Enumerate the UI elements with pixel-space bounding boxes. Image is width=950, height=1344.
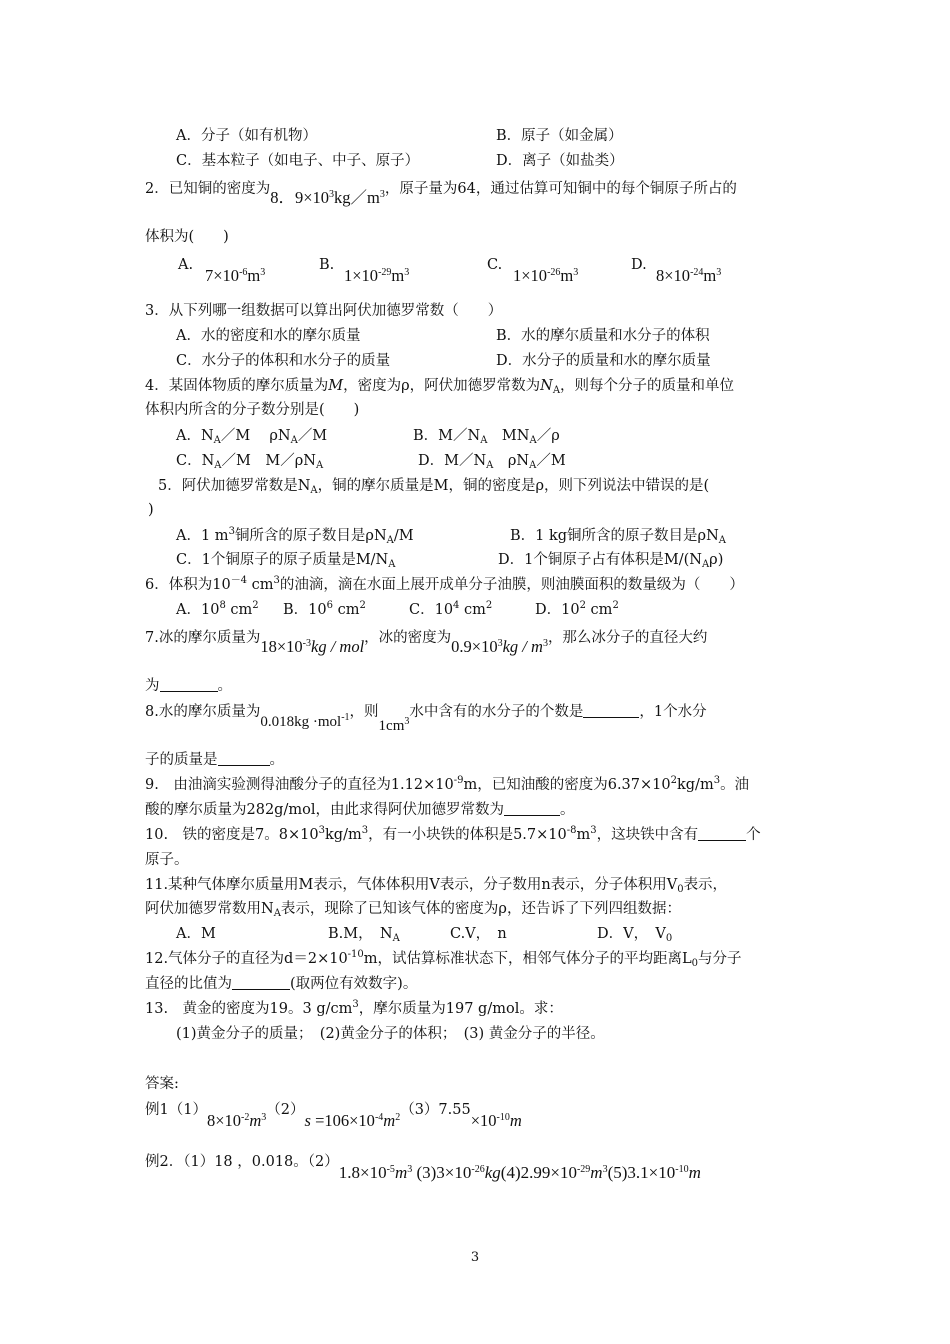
q5-option-d: D．1个铜原子占有体积是$M/(N_A\rho)$	[498, 552, 724, 570]
q4-stem: 4．某固体物质的摩尔质量为M，密度为ρ，阿伏加德罗常数为$N_A$，则每个分子的质量和单位	[145, 378, 735, 396]
q12-line-1: 12.气体分子的直径为$d=2\times 10^{-10}m$，试估算标准状态下，相邻气体分子的平均距离$L_0$与分子	[145, 949, 742, 969]
q10-line-2: 原子。	[145, 852, 189, 868]
q11-line-1: 11.某种气体摩尔质量用M表示，气体体积用V表示，分子数用n表示，分子体积用$V_0$表示，	[145, 877, 728, 895]
q4-option-a: A．$N_A/M$ $\rho N_A/M$	[176, 428, 328, 446]
q3-stem: 3．从下列哪一组数据可以算出阿伏加德罗常数（ ）	[145, 303, 503, 319]
q5-option-a: A．1 $m^3$铜所含的原子数目是$\rho N_A/M$	[176, 526, 414, 546]
q11-option-a: A．M	[176, 926, 216, 942]
q8-stem: 8.水的摩尔质量为0.018kg ·mol$^{-1}$，则$1cm^3$水中含有的水分子的个数是 ，1个水分	[145, 704, 707, 734]
q13-line-2: (1)黄金分子的质量； (2)黄金分子的体积； (3) 黄金分子的半径。	[176, 1026, 605, 1042]
q3-option-a: A．水的密度和水的摩尔质量	[176, 328, 361, 344]
q6-option-a: A．$10^8$ $cm^2$	[176, 600, 259, 618]
answer-example-2: 例2．（1）18 ，0.018。$(2)1.8\times 10^{-5}m^3$ $(3)3\times 10^{-26}kg(4)2.99\times 10^{-29}m^3(5)3.1\times 10^{-10}m$	[145, 1154, 701, 1182]
q1-option-c: C．基本粒子（如电子、中子、原子）	[176, 153, 420, 169]
q2-option-a-value: $7\times 10^{-6}m^3$	[205, 266, 266, 285]
q6-option-c: C．$10^4$ $cm^2$	[409, 600, 493, 618]
q2-option-a: A.	[178, 257, 194, 273]
q3-option-d: D．水分子的质量和水的摩尔质量	[496, 353, 711, 369]
q4-stem-cont: 体积内所含的分子数分别是( )	[145, 402, 360, 418]
q10-line-1: 10. 铁的密度是7。$8\times 10^3kg/m^3$，有一小块铁的体积是$5.7\times 10^{-8}m^3$，这块铁中含有 个	[145, 825, 761, 843]
q4-option-c: C．$N_A/M$ $M/\rho N_A$	[176, 453, 324, 471]
q4-option-b: B．$M/N_A$ $MN_A/\rho$	[413, 428, 560, 446]
q2-stem-cont: 体积为( )	[145, 229, 229, 245]
q10-answer-blank[interactable]	[698, 826, 746, 841]
q13-line-1: 13. 黄金的密度为19。3 $g/cm^3$，摩尔质量为197 g/mol。求：	[145, 999, 563, 1017]
q2-option-d-value: $8\times 10^{-24}m^3$	[656, 266, 722, 285]
q1-option-a: A．分子（如有机物）	[176, 128, 317, 144]
q7-answer-blank[interactable]	[160, 677, 218, 692]
q8-answer-blank-1[interactable]	[583, 703, 639, 718]
q2-option-c-value: $1\times 10^{-26}m^3$	[513, 266, 579, 285]
q9-answer-blank[interactable]	[504, 801, 560, 816]
q1-option-b: B．原子（如金属）	[496, 128, 623, 144]
q1-option-d: D．离子（如盐类）	[496, 153, 624, 169]
q4-option-d: D．$M/N_A$ $\rho N_A/M$	[418, 453, 566, 471]
q11-option-c: C.V， n	[450, 926, 507, 942]
q6-stem: 6．体积为$10^{-4}$ $cm^3$的油滴，滴在水面上展开成单分子油膜，则油膜面积的数量级为（ ）	[145, 575, 744, 593]
q3-option-b: B．水的摩尔质量和水分子的体积	[496, 328, 710, 344]
q6-option-d: D．$10^2$ $cm^2$	[535, 600, 619, 618]
q2-option-d: D.	[631, 257, 647, 273]
q5-option-b: B．1 kg铜所含的原子数目是$\rho N_A$	[510, 528, 727, 546]
q2-option-b: B.	[319, 257, 335, 273]
q11-option-d: D．V， $V_0$	[597, 926, 673, 944]
q11-option-b: B.M， $N_A$	[328, 926, 400, 944]
q2-stem: 2．已知铜的密度为8．$9\times 10^3kg/m^3$，原子量为64，通过估算可知铜中的每个铜原子所占的	[145, 181, 737, 207]
q7-stem-cont: 为 。	[145, 678, 232, 694]
q5-stem: 5．阿伏加德罗常数是$N_A$，铜的摩尔质量是M，铜的密度是ρ，则下列说法中错误的是(	[158, 478, 710, 496]
q12-answer-blank[interactable]	[232, 975, 290, 990]
q5-stem-cont: )	[148, 502, 154, 518]
q12-line-2: 直径的比值为 (取两位有效数字)。	[145, 976, 418, 992]
q8-stem-cont: 子的质量是 。	[145, 752, 284, 768]
q9-line-1: 9. 由油滴实验测得油酸分子的直径为$1.12\times 10^{-9}m$，已知油酸的密度为$6.37\times 10^2kg/m^3$。油	[145, 775, 750, 793]
q2-option-b-value: $1\times 10^{-29}m^3$	[344, 266, 410, 285]
q6-option-b: B．$10^6$ $cm^2$	[283, 600, 366, 618]
q9-line-2: 酸的摩尔质量为282g/mol，由此求得阿伏加德罗常数为 。	[145, 802, 575, 818]
answer-example-1: 例$1(1)8\times 10^{-2}m^3(2)s =106\times 10^{-4}m^2(3)7.55\times 10^{-10}m$	[145, 1102, 522, 1130]
q3-option-c: C．水分子的体积和水分子的质量	[176, 353, 391, 369]
page-number: 3	[470, 1250, 480, 1265]
q8-answer-blank-2[interactable]	[218, 751, 270, 766]
q5-option-c: C．1个铜原子的原子质量是$M/N_A$	[176, 552, 396, 570]
q7-stem: 7.冰的摩尔质量为$18\times 10^{-3}kg$ / mol，冰的密度为$0.9\times 10^3kg / m^3$，那么冰分子的直径大约	[145, 630, 708, 656]
q11-line-2: 阿伏加德罗常数用$N_A$表示，现除了已知该气体的密度为ρ，还告诉了下列四组数据：	[145, 901, 681, 919]
answers-heading: 答案:	[145, 1076, 179, 1092]
q2-option-c: C.	[487, 257, 503, 273]
